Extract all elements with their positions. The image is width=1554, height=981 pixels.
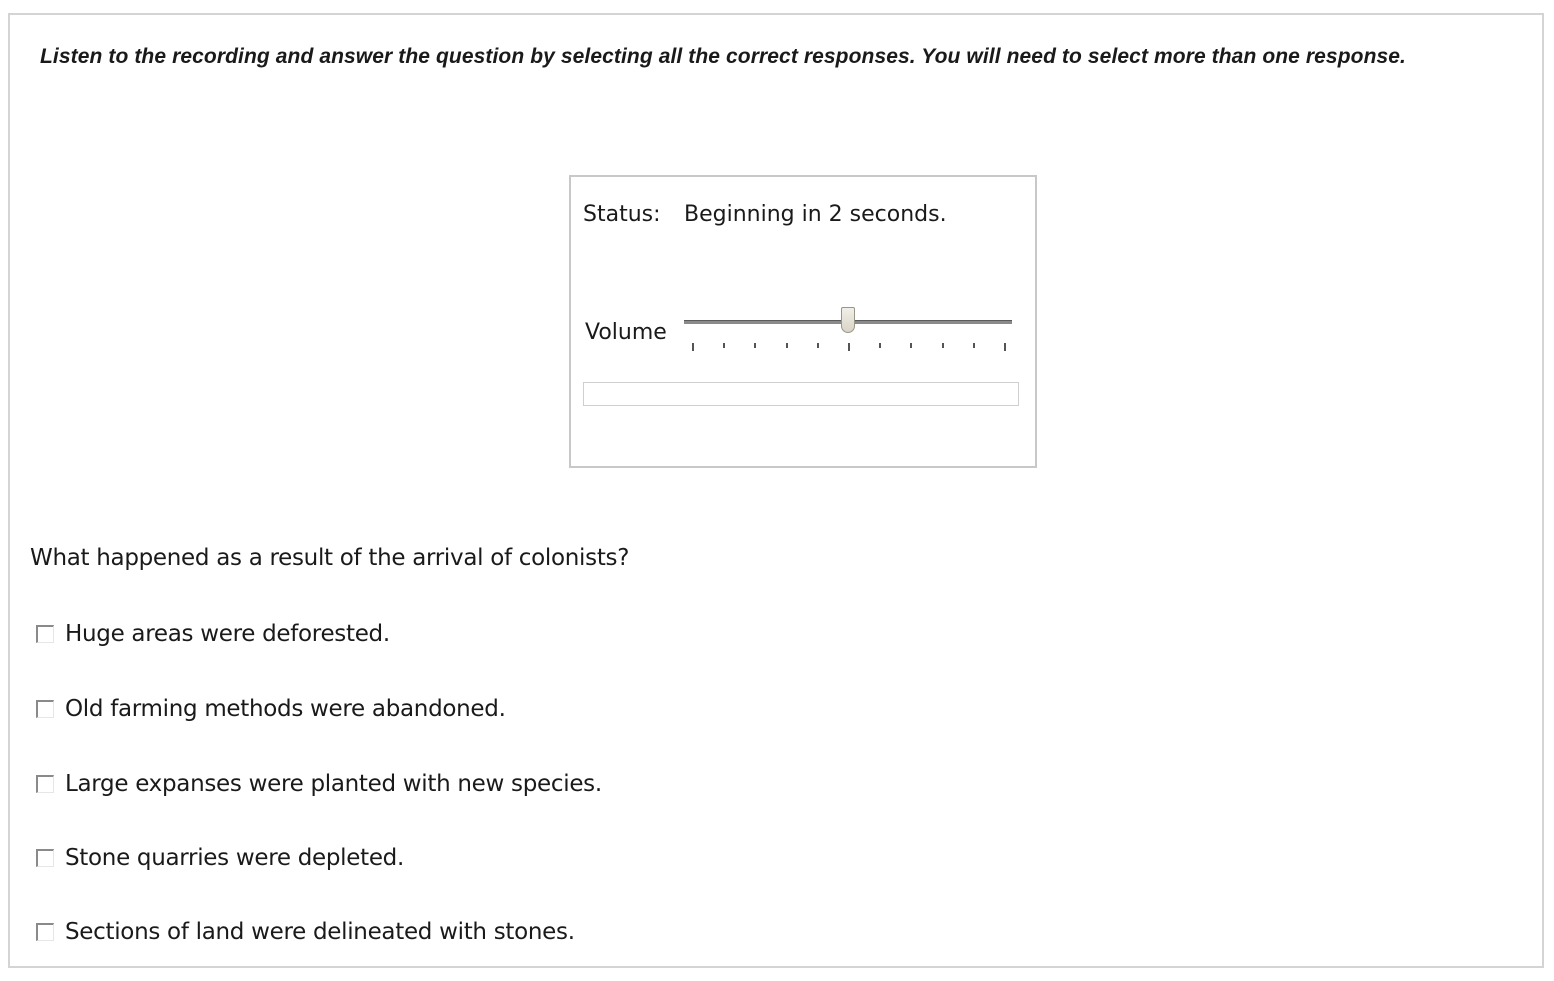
option-5-label[interactable]: Sections of land were delineated with stones.: [65, 919, 575, 945]
volume-label: Volume: [585, 320, 667, 345]
option-4-checkbox[interactable]: [36, 849, 54, 867]
instruction-text: Listen to the recording and answer the question by selecting all the correct responses. You will need to select more than one response.: [40, 45, 1406, 68]
option-4[interactable]: [36, 843, 404, 873]
volume-tick: [817, 343, 819, 348]
volume-tick: [692, 343, 694, 351]
option-3-checkbox[interactable]: [36, 775, 54, 793]
volume-tick: [879, 343, 881, 348]
option-3-label[interactable]: Large expanses were planted with new species.: [65, 771, 602, 797]
option-2-label[interactable]: Old farming methods were abandoned.: [65, 696, 506, 722]
volume-slider[interactable]: [684, 307, 1014, 357]
option-5-checkbox[interactable]: [36, 923, 54, 941]
volume-tick: [754, 343, 756, 348]
option-1-label[interactable]: Huge areas were deforested.: [65, 621, 390, 647]
volume-tick: [910, 343, 912, 348]
option-3[interactable]: [36, 769, 602, 799]
audio-player: [569, 175, 1037, 468]
option-1-checkbox[interactable]: [36, 625, 54, 643]
volume-tick: [942, 343, 944, 348]
volume-tick: [1004, 343, 1006, 351]
option-2[interactable]: [36, 694, 506, 724]
volume-tick: [848, 343, 850, 351]
volume-ticks: [684, 343, 1012, 353]
playback-progress-bar: [583, 382, 1019, 406]
option-2-checkbox[interactable]: [36, 700, 54, 718]
question-text: What happened as a result of the arrival of colonists?: [30, 545, 630, 571]
volume-slider-thumb[interactable]: [841, 307, 855, 333]
option-1[interactable]: [36, 619, 390, 649]
volume-tick: [723, 343, 725, 348]
option-4-label[interactable]: Stone quarries were depleted.: [65, 845, 404, 871]
status-label: Status:: [583, 202, 661, 227]
volume-tick: [973, 343, 975, 348]
volume-tick: [786, 343, 788, 348]
option-5[interactable]: [36, 917, 575, 947]
question-panel: [8, 13, 1544, 968]
status-value: Beginning in 2 seconds.: [684, 202, 947, 227]
